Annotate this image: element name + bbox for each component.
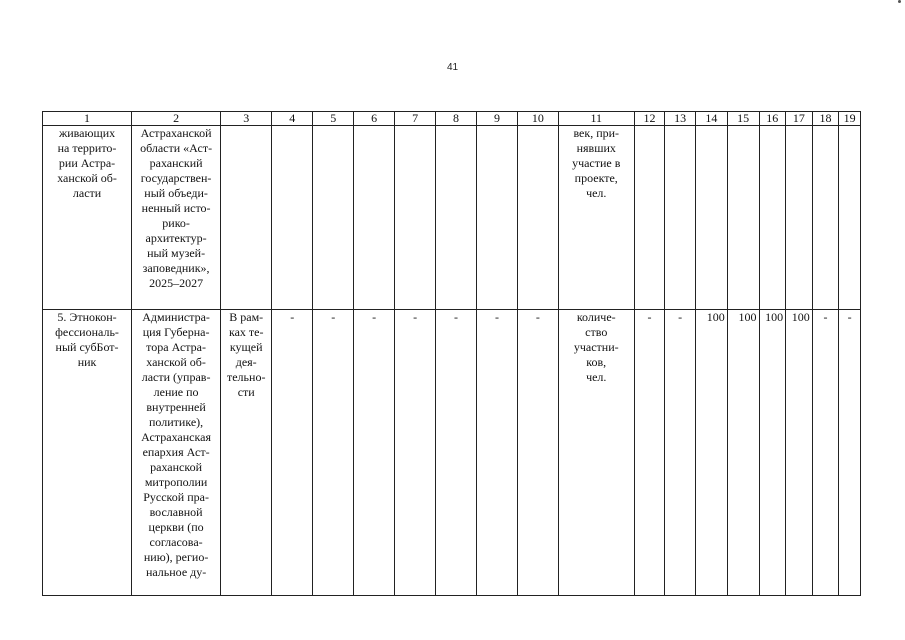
column-header-16: 16: [759, 112, 786, 126]
column-header-2: 2: [132, 112, 221, 126]
table-cell: [696, 126, 728, 310]
column-header-14: 14: [696, 112, 728, 126]
table-cell: [354, 126, 395, 310]
table-cell: [759, 126, 786, 310]
table-cell: [221, 126, 272, 310]
table-cell: -: [517, 310, 558, 596]
column-header-4: 4: [272, 112, 313, 126]
table-cell: 5. Этнокон- фессиональ- ный субБот- ник: [43, 310, 132, 596]
column-header-18: 18: [812, 112, 839, 126]
table-cell: 100: [786, 310, 813, 596]
column-header-11: 11: [558, 112, 634, 126]
table-cell: -: [272, 310, 313, 596]
column-header-15: 15: [727, 112, 759, 126]
table-cell: 100: [759, 310, 786, 596]
table-cell: [727, 126, 759, 310]
table-cell: -: [313, 310, 354, 596]
table-cell: [812, 126, 839, 310]
table-cell: -: [839, 310, 861, 596]
table-cell: [839, 126, 861, 310]
table-cell: 100: [696, 310, 728, 596]
column-header-17: 17: [786, 112, 813, 126]
page-number: 41: [446, 62, 459, 73]
table-cell: -: [634, 310, 665, 596]
column-header-5: 5: [313, 112, 354, 126]
table-cell: [634, 126, 665, 310]
column-header-19: 19: [839, 112, 861, 126]
table-row: [43, 310, 861, 596]
column-header-1: 1: [43, 112, 132, 126]
table-cell: [313, 126, 354, 310]
data-table: [42, 111, 861, 596]
table-cell: [786, 126, 813, 310]
table-row: [43, 126, 861, 310]
table-cell: живающих на террито- рии Астра- ханской об- ласти: [43, 126, 132, 310]
table-cell: -: [395, 310, 436, 596]
table-cell: [517, 126, 558, 310]
scan-mark: [898, 0, 901, 3]
column-header-13: 13: [665, 112, 696, 126]
header-row: [43, 112, 861, 126]
column-header-9: 9: [477, 112, 518, 126]
table-cell: -: [665, 310, 696, 596]
column-header-12: 12: [634, 112, 665, 126]
column-header-3: 3: [221, 112, 272, 126]
table-cell: век, при- нявших участие в проекте, чел.: [558, 126, 634, 310]
column-header-6: 6: [354, 112, 395, 126]
column-header-10: 10: [517, 112, 558, 126]
table-cell: -: [436, 310, 477, 596]
table-cell: [477, 126, 518, 310]
table-cell: -: [812, 310, 839, 596]
column-header-8: 8: [436, 112, 477, 126]
table-cell: 100: [727, 310, 759, 596]
table-cell: -: [477, 310, 518, 596]
table-cell: [665, 126, 696, 310]
table-cell: -: [354, 310, 395, 596]
table-cell: [436, 126, 477, 310]
table-cell: Администра- ция Губерна- тора Астра- ханской об- ласти (управ- ление по внутренней политике), Астраханская епархия Аст- раханской митрополии Русской пра- вославной церкви (по согласова- нию), регио- нальное ду-: [132, 310, 221, 596]
table-cell: [395, 126, 436, 310]
table-cell: Астраханской области «Аст- раханский государствен- ный объеди- ненный исто- рико- архитектур- ный музей- заповедник», 2025–2027: [132, 126, 221, 310]
column-header-7: 7: [395, 112, 436, 126]
table-cell: количе- ство участни- ков, чел.: [558, 310, 634, 596]
table-cell: В рам- ках те- кущей дея- тельно- сти: [221, 310, 272, 596]
table-cell: [272, 126, 313, 310]
